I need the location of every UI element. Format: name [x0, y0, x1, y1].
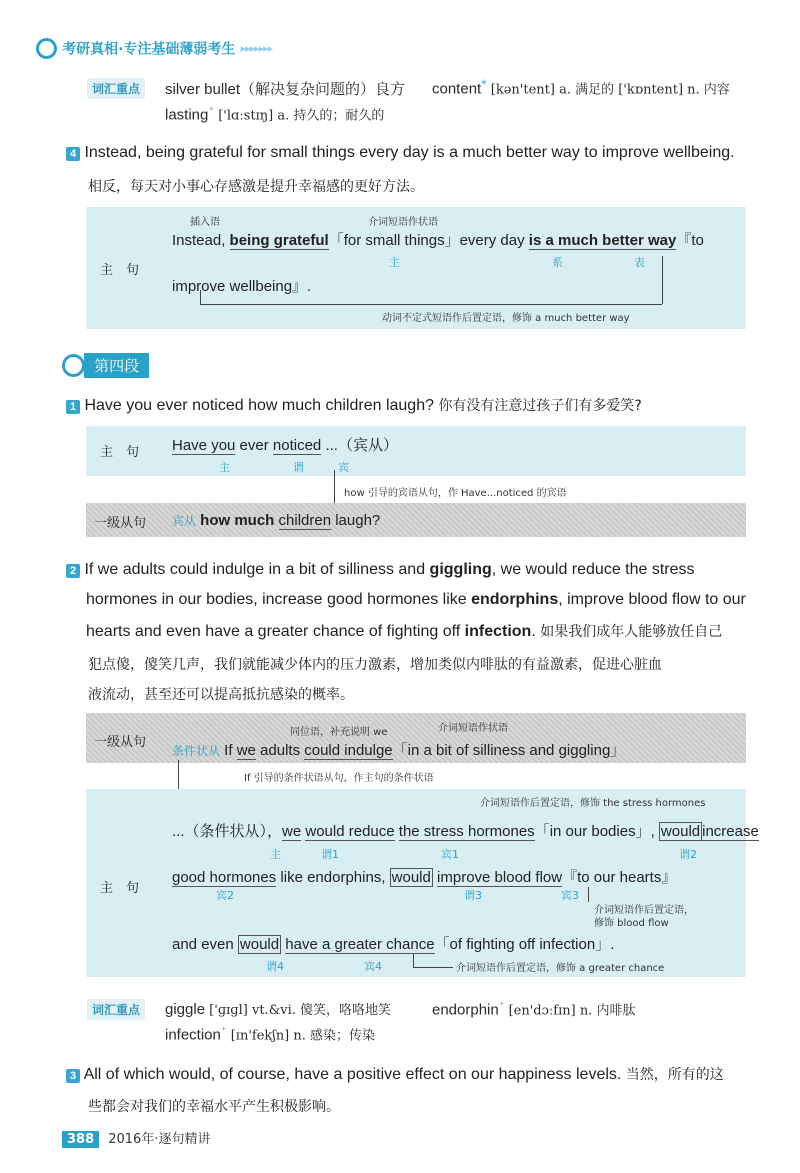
text-segment: hormones in our bodies, increase good hormones like: [86, 591, 472, 608]
predicative-segment: a much better way: [541, 232, 677, 249]
main-line-3: [172, 933, 614, 954]
object-segment: a greater chance: [317, 936, 435, 953]
annotation-infinitive: 动词不定式短语作后置定语，修饰 a much better way: [382, 313, 630, 324]
clause-tag: 宾从: [172, 514, 197, 528]
role: 谓4: [266, 960, 284, 973]
vocab-def: [kən'tent] a. 满足的 ['kɒntent] n. 内容: [486, 82, 730, 98]
verb-segment: noticed: [272, 437, 322, 454]
text-segment: how much: [196, 512, 279, 529]
vocab-def: [en'dɔːfɪn] n. 内啡肽: [504, 1003, 636, 1019]
sentence-2-cn-3: 液流动，甚至还可以提高抵抗感染的概率。: [88, 687, 354, 703]
sentence-en: Have you ever noticed how much children laugh?: [84, 397, 439, 414]
connector-line: [334, 470, 335, 504]
subject-segment: we: [236, 742, 256, 759]
text-segment: 「in a bit of silliness and giggling」: [392, 742, 626, 759]
sentence-1: [66, 395, 642, 415]
text-segment: If: [220, 742, 237, 759]
text-segment: ...（条件状从），: [172, 823, 283, 840]
sentence-number: 3: [66, 1069, 80, 1083]
analysis-line-1: [172, 229, 704, 250]
vocab-item-endorphin: [432, 999, 635, 1018]
annotation-appositive: 同位语，补充说明 we: [290, 727, 388, 738]
connector-line: [662, 256, 663, 304]
keyword: giggling: [429, 561, 492, 578]
role: 谓1: [321, 848, 339, 861]
role: 宾2: [216, 889, 234, 902]
modal-segment: would: [391, 869, 431, 886]
sentence-3: [66, 1064, 724, 1084]
header-brand: 考研真相: [62, 41, 119, 58]
sentence-number: 4: [66, 147, 80, 161]
text-segment: 「of fighting off infection」.: [434, 936, 615, 953]
subject-segment: being grateful: [229, 232, 329, 249]
sentence-en: Instead, being grateful for small things every day is a much better way to improve wellbeing.: [84, 144, 735, 161]
connector-line: [413, 967, 453, 968]
subject-segment: children: [278, 512, 332, 529]
sentence-number: 2: [66, 564, 80, 578]
text-segment: 「in our bodies」,: [534, 823, 659, 840]
vocab-def: ['lɑːstɪŋ] a. 持久的；耐久的: [214, 108, 385, 124]
sentence-2-line-2: [86, 591, 746, 609]
text-segment: adults: [255, 742, 305, 759]
sentence-cn: 当然，所有的这: [625, 1067, 724, 1083]
role-subject: 主: [219, 461, 230, 474]
sentence-3-cn-2: 些都会对我们的幸福水平产生积极影响。: [88, 1099, 340, 1115]
role: 宾4: [364, 960, 382, 973]
sentence-en: All of which would, of course, have a positive effect on our happiness levels.: [83, 1066, 626, 1083]
header-arrows: ▸▸▸▸▸▸▸: [240, 42, 273, 55]
section-title: [62, 353, 149, 378]
sentence-4: [66, 144, 735, 162]
annotation-prep: 介词短语作状语: [438, 723, 508, 734]
verb-segment: laugh: [335, 512, 372, 529]
role: 宾3: [561, 889, 579, 902]
vocab-text: silver bullet（解决复杂问题的）良方: [165, 81, 406, 98]
connector-line: [413, 954, 414, 967]
keyword: infection: [464, 623, 532, 640]
vocab-item-giggle: [165, 999, 391, 1018]
text-segment: If we adults could indulge in a bit of silliness and: [84, 561, 430, 578]
star-mark: *: [481, 78, 487, 91]
vocab-item-lasting: [165, 104, 384, 123]
vocab-word: content: [432, 80, 482, 98]
object-segment: the stress hormones: [398, 823, 535, 840]
analysis-label: 主 句: [100, 881, 140, 896]
sentence-number: 1: [66, 400, 80, 414]
vocab-item-content: [432, 78, 730, 97]
connector-line: [588, 887, 589, 902]
text-segment: ever: [235, 437, 273, 454]
text-segment: , improve blood flow to our: [558, 591, 746, 608]
text-segment: ?: [371, 512, 381, 529]
connector-line: [200, 304, 662, 305]
analysis-label: 一级从句: [94, 516, 147, 531]
role-predicative: 表: [634, 256, 645, 269]
analysis-label: 一级从句: [94, 735, 147, 750]
text-segment: 『to our hearts』: [562, 869, 677, 886]
annotation-how: how 引导的宾语从句，作 Have...noticed 的宾语: [344, 488, 567, 499]
verb-segment: would reduce: [305, 823, 395, 840]
sentence-cn: 你有没有注意过孩子们有多爱笑?: [438, 398, 642, 414]
verb-segment: increase: [702, 823, 759, 840]
vocab-def: [ɪn'fekʃn] n. 感染；传染: [226, 1028, 376, 1044]
sentence-2-line-3: [86, 621, 722, 641]
vocab-item-silver-bullet: [165, 78, 405, 99]
vocab-word: giggle: [165, 1001, 206, 1018]
subject-segment: you: [207, 437, 236, 454]
role: 宾1: [441, 848, 459, 861]
text-segment: , we would reduce the stress: [491, 561, 695, 578]
text-segment: and even: [172, 936, 238, 953]
annotation-prep: 介词短语作后置定语，修饰 a greater chance: [456, 963, 665, 974]
analysis-label: 主 句: [100, 263, 140, 278]
main-line-2: [172, 866, 676, 887]
vocab-word: lasting: [165, 106, 209, 124]
text-segment: like endorphins,: [276, 869, 390, 886]
verb-segment: could indulge: [304, 742, 393, 759]
vocab-word: endorphin: [432, 1001, 499, 1019]
main-line-1: [172, 820, 759, 841]
vocab-word: infection: [165, 1026, 221, 1044]
annotation-prep: 介词短语作后置定语，: [594, 905, 694, 916]
vocab-tag: 词汇重点: [87, 999, 145, 1020]
object-segment: blood flow: [490, 869, 563, 886]
vocab-def: ['ɡɪɡl] vt.&vi. 傻笑，咯咯地笑: [205, 1003, 392, 1018]
sub-clause: [172, 512, 380, 529]
analysis-line-2: improve wellbeing』.: [172, 278, 312, 295]
modal-segment: would: [660, 823, 701, 840]
dagger-mark: ⁺: [498, 999, 505, 1012]
dagger-mark: ⁺: [220, 1024, 227, 1037]
subject-segment: we: [282, 823, 302, 840]
page-number: 388: [62, 1131, 99, 1148]
header: [36, 38, 272, 59]
text-segment: Instead,: [172, 232, 230, 249]
text-segment: .: [531, 623, 541, 640]
footer: [62, 1128, 210, 1147]
sentence-2: [66, 561, 695, 579]
text-segment: hearts and even have a greater chance of fighting off: [86, 623, 465, 640]
connector-line: [200, 290, 201, 304]
clause-tag: 条件状从: [172, 744, 221, 758]
footer-text: 2016年·逐句精讲: [108, 1132, 211, 1147]
vocab-tag: 词汇重点: [87, 78, 145, 99]
role: 谓3: [464, 889, 482, 902]
role-predicate: 谓: [293, 461, 304, 474]
search-logo-icon: [62, 354, 85, 377]
modal-segment: would: [239, 936, 280, 953]
verb-segment: improve: [437, 869, 491, 886]
vocab-item-infection: [165, 1024, 375, 1043]
object-segment: good hormones: [172, 869, 277, 886]
role-subject: 主: [389, 256, 400, 269]
annotation-prep: 介词短语作状语: [368, 217, 438, 228]
role-link: 系: [552, 256, 563, 269]
annotation-prep: 介词短语作后置定语，修饰 the stress hormones: [480, 798, 706, 809]
keyword: endorphins: [471, 591, 559, 608]
analysis-label: 主 句: [100, 445, 140, 460]
sentence-cn: 如果我们成年人能够放任自己: [540, 624, 723, 640]
sentence-2-cn-2: 犯点傻，傻笑几声，我们就能减少体内的压力激素，增加类似内啡肽的有益激素，促进心脏血: [88, 657, 662, 673]
verb-segment: have: [285, 936, 318, 953]
annotation-insert: 插入语: [190, 217, 220, 228]
role: 谓2: [679, 848, 697, 861]
text-segment: 『to: [676, 232, 704, 249]
annotation-prep: 修饰 blood flow: [594, 918, 669, 929]
dagger-mark: ⁺: [208, 104, 215, 117]
role-object: 宾: [338, 461, 349, 474]
header-slogan: ·专注基础薄弱考生: [118, 41, 236, 58]
text-segment: ...（宾从）: [321, 437, 398, 454]
sub-clause: [172, 739, 625, 760]
search-logo-icon: [36, 38, 57, 59]
text-segment: 「for small things」every day: [328, 232, 529, 249]
text-segment: Have: [172, 437, 208, 454]
section-heading: 第四段: [84, 353, 149, 378]
sentence-4-cn: 相反，每天对小事心存感激是提升幸福感的更好方法。: [88, 179, 424, 195]
verb-segment: is: [528, 232, 542, 249]
main-clause: [172, 434, 398, 455]
annotation-if: If 引导的条件状语从句，作主句的条件状语: [244, 773, 434, 784]
role: 主: [270, 848, 281, 861]
